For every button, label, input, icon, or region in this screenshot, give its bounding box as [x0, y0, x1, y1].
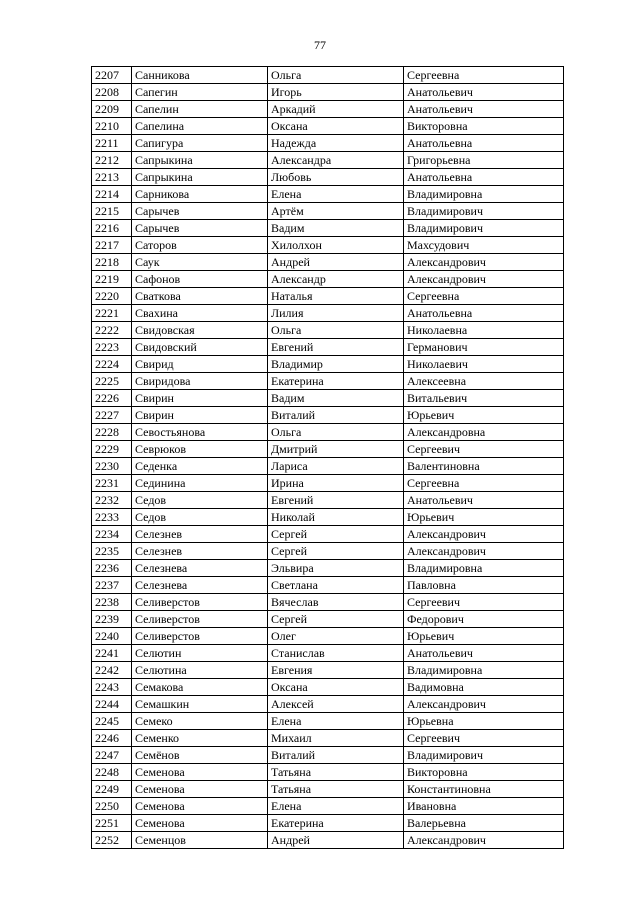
- last-name-cell: Семенова: [132, 815, 268, 832]
- row-number-cell: 2227: [92, 407, 132, 424]
- first-name-cell: Михаил: [268, 730, 404, 747]
- table-row: [92, 271, 564, 288]
- first-name-cell: Татьяна: [268, 781, 404, 798]
- table-row: [92, 254, 564, 271]
- row-number-cell: 2241: [92, 645, 132, 662]
- first-name-cell: Сергей: [268, 526, 404, 543]
- last-name-cell: Семенко: [132, 730, 268, 747]
- row-number-cell: 2226: [92, 390, 132, 407]
- row-number-cell: 2234: [92, 526, 132, 543]
- row-number-cell: 2237: [92, 577, 132, 594]
- row-number-cell: 2214: [92, 186, 132, 203]
- patronymic-cell: Анатольевич: [404, 492, 564, 509]
- table-row: [92, 645, 564, 662]
- last-name-cell: Свирин: [132, 390, 268, 407]
- table-row: [92, 203, 564, 220]
- patronymic-cell: Юрьевна: [404, 713, 564, 730]
- first-name-cell: Сергей: [268, 543, 404, 560]
- table-row: [92, 356, 564, 373]
- table-row: [92, 594, 564, 611]
- first-name-cell: Наталья: [268, 288, 404, 305]
- patronymic-cell: Германович: [404, 339, 564, 356]
- table-row: [92, 679, 564, 696]
- patronymic-cell: Владимирович: [404, 747, 564, 764]
- first-name-cell: Андрей: [268, 832, 404, 849]
- first-name-cell: Ольга: [268, 322, 404, 339]
- table-row: [92, 305, 564, 322]
- first-name-cell: Дмитрий: [268, 441, 404, 458]
- patronymic-cell: Сергеевич: [404, 594, 564, 611]
- patronymic-cell: Александрович: [404, 254, 564, 271]
- table-row: [92, 577, 564, 594]
- first-name-cell: Евгений: [268, 339, 404, 356]
- patronymic-cell: Вадимовна: [404, 679, 564, 696]
- row-number-cell: 2232: [92, 492, 132, 509]
- last-name-cell: Севрюков: [132, 441, 268, 458]
- table-row: [92, 424, 564, 441]
- row-number-cell: 2221: [92, 305, 132, 322]
- last-name-cell: Седов: [132, 509, 268, 526]
- first-name-cell: Александр: [268, 271, 404, 288]
- table-row: [92, 390, 564, 407]
- patronymic-cell: Сергеевна: [404, 475, 564, 492]
- first-name-cell: Александра: [268, 152, 404, 169]
- last-name-cell: Сапрыкина: [132, 152, 268, 169]
- last-name-cell: Свидовская: [132, 322, 268, 339]
- patronymic-cell: Ивановна: [404, 798, 564, 815]
- table-row: [92, 322, 564, 339]
- last-name-cell: Свахина: [132, 305, 268, 322]
- row-number-cell: 2240: [92, 628, 132, 645]
- first-name-cell: Станислав: [268, 645, 404, 662]
- table-row: [92, 713, 564, 730]
- first-name-cell: Андрей: [268, 254, 404, 271]
- table-row: [92, 832, 564, 849]
- last-name-cell: Селезнева: [132, 577, 268, 594]
- row-number-cell: 2207: [92, 67, 132, 84]
- patronymic-cell: Сергеевна: [404, 288, 564, 305]
- patronymic-cell: Валерьевна: [404, 815, 564, 832]
- first-name-cell: Любовь: [268, 169, 404, 186]
- row-number-cell: 2248: [92, 764, 132, 781]
- row-number-cell: 2245: [92, 713, 132, 730]
- page-number: 77: [314, 38, 326, 52]
- patronymic-cell: Анатольевна: [404, 305, 564, 322]
- patronymic-cell: Владимирович: [404, 220, 564, 237]
- last-name-cell: Сарычев: [132, 220, 268, 237]
- last-name-cell: Семенова: [132, 798, 268, 815]
- first-name-cell: Елена: [268, 798, 404, 815]
- patronymic-cell: Сергеевич: [404, 441, 564, 458]
- first-name-cell: Виталий: [268, 747, 404, 764]
- table-row: [92, 747, 564, 764]
- table-row: [92, 152, 564, 169]
- first-name-cell: Виталий: [268, 407, 404, 424]
- patronymic-cell: Николаевна: [404, 322, 564, 339]
- table-row: [92, 169, 564, 186]
- first-name-cell: Эльвира: [268, 560, 404, 577]
- first-name-cell: Артём: [268, 203, 404, 220]
- first-name-cell: Евгения: [268, 662, 404, 679]
- last-name-cell: Семенова: [132, 764, 268, 781]
- patronymic-cell: Юрьевич: [404, 509, 564, 526]
- patronymic-cell: Григорьевна: [404, 152, 564, 169]
- first-name-cell: Светлана: [268, 577, 404, 594]
- row-number-cell: 2217: [92, 237, 132, 254]
- last-name-cell: Селезнева: [132, 560, 268, 577]
- table-row: [92, 696, 564, 713]
- patronymic-cell: Владимировна: [404, 662, 564, 679]
- patronymic-cell: Николаевич: [404, 356, 564, 373]
- row-number-cell: 2235: [92, 543, 132, 560]
- row-number-cell: 2238: [92, 594, 132, 611]
- row-number-cell: 2219: [92, 271, 132, 288]
- row-number-cell: 2243: [92, 679, 132, 696]
- roster-body: [92, 67, 564, 849]
- row-number-cell: 2247: [92, 747, 132, 764]
- first-name-cell: Владимир: [268, 356, 404, 373]
- row-number-cell: 2223: [92, 339, 132, 356]
- table-row: [92, 611, 564, 628]
- patronymic-cell: Владимирович: [404, 203, 564, 220]
- first-name-cell: Ирина: [268, 475, 404, 492]
- last-name-cell: Севостьянова: [132, 424, 268, 441]
- last-name-cell: Селезнев: [132, 543, 268, 560]
- first-name-cell: Оксана: [268, 118, 404, 135]
- table-row: [92, 781, 564, 798]
- table-row: [92, 220, 564, 237]
- last-name-cell: Сарычев: [132, 203, 268, 220]
- row-number-cell: 2208: [92, 84, 132, 101]
- patronymic-cell: Анатольевна: [404, 135, 564, 152]
- table-row: [92, 288, 564, 305]
- row-number-cell: 2222: [92, 322, 132, 339]
- row-number-cell: 2251: [92, 815, 132, 832]
- row-number-cell: 2236: [92, 560, 132, 577]
- last-name-cell: Сединина: [132, 475, 268, 492]
- row-number-cell: 2220: [92, 288, 132, 305]
- table-row: [92, 101, 564, 118]
- patronymic-cell: Александрович: [404, 696, 564, 713]
- patronymic-cell: Сергеевич: [404, 730, 564, 747]
- first-name-cell: Вячеслав: [268, 594, 404, 611]
- row-number-cell: 2250: [92, 798, 132, 815]
- row-number-cell: 2211: [92, 135, 132, 152]
- patronymic-cell: Валентиновна: [404, 458, 564, 475]
- table-row: [92, 628, 564, 645]
- table-row: [92, 67, 564, 84]
- row-number-cell: 2252: [92, 832, 132, 849]
- row-number-cell: 2246: [92, 730, 132, 747]
- patronymic-cell: Махсудович: [404, 237, 564, 254]
- first-name-cell: Николай: [268, 509, 404, 526]
- last-name-cell: Семакова: [132, 679, 268, 696]
- first-name-cell: Елена: [268, 186, 404, 203]
- last-name-cell: Сапигура: [132, 135, 268, 152]
- last-name-cell: Сафонов: [132, 271, 268, 288]
- row-number-cell: 2216: [92, 220, 132, 237]
- last-name-cell: Санникова: [132, 67, 268, 84]
- last-name-cell: Семёнов: [132, 747, 268, 764]
- first-name-cell: Лилия: [268, 305, 404, 322]
- patronymic-cell: Федорович: [404, 611, 564, 628]
- last-name-cell: Селютина: [132, 662, 268, 679]
- last-name-cell: Селютин: [132, 645, 268, 662]
- first-name-cell: Вадим: [268, 390, 404, 407]
- patronymic-cell: Владимировна: [404, 186, 564, 203]
- first-name-cell: Елена: [268, 713, 404, 730]
- table-row: [92, 458, 564, 475]
- table-row: [92, 186, 564, 203]
- last-name-cell: Селиверстов: [132, 611, 268, 628]
- patronymic-cell: Анатольевич: [404, 645, 564, 662]
- row-number-cell: 2209: [92, 101, 132, 118]
- last-name-cell: Селезнев: [132, 526, 268, 543]
- table-row: [92, 560, 564, 577]
- row-number-cell: 2224: [92, 356, 132, 373]
- patronymic-cell: Викторовна: [404, 764, 564, 781]
- patronymic-cell: Сергеевна: [404, 67, 564, 84]
- roster-table: [91, 66, 564, 849]
- patronymic-cell: Анатольевич: [404, 84, 564, 101]
- table-row: [92, 118, 564, 135]
- row-number-cell: 2215: [92, 203, 132, 220]
- last-name-cell: Семенцов: [132, 832, 268, 849]
- first-name-cell: Ольга: [268, 424, 404, 441]
- last-name-cell: Селиверстов: [132, 594, 268, 611]
- row-number-cell: 2231: [92, 475, 132, 492]
- patronymic-cell: Витальевич: [404, 390, 564, 407]
- row-number-cell: 2244: [92, 696, 132, 713]
- first-name-cell: Татьяна: [268, 764, 404, 781]
- last-name-cell: Сапелин: [132, 101, 268, 118]
- table-row: [92, 764, 564, 781]
- last-name-cell: Саторов: [132, 237, 268, 254]
- last-name-cell: Сапелина: [132, 118, 268, 135]
- patronymic-cell: Александрович: [404, 271, 564, 288]
- row-number-cell: 2230: [92, 458, 132, 475]
- row-number-cell: 2218: [92, 254, 132, 271]
- row-number-cell: 2229: [92, 441, 132, 458]
- first-name-cell: Аркадий: [268, 101, 404, 118]
- last-name-cell: Семенова: [132, 781, 268, 798]
- patronymic-cell: Викторовна: [404, 118, 564, 135]
- first-name-cell: Вадим: [268, 220, 404, 237]
- first-name-cell: Ольга: [268, 67, 404, 84]
- patronymic-cell: Владимировна: [404, 560, 564, 577]
- table-row: [92, 509, 564, 526]
- patronymic-cell: Александрович: [404, 832, 564, 849]
- table-row: [92, 543, 564, 560]
- row-number-cell: 2213: [92, 169, 132, 186]
- first-name-cell: Алексей: [268, 696, 404, 713]
- patronymic-cell: Анатольевна: [404, 169, 564, 186]
- first-name-cell: Оксана: [268, 679, 404, 696]
- table-row: [92, 441, 564, 458]
- first-name-cell: Хилолхон: [268, 237, 404, 254]
- last-name-cell: Свирин: [132, 407, 268, 424]
- last-name-cell: Сарникова: [132, 186, 268, 203]
- row-number-cell: 2210: [92, 118, 132, 135]
- patronymic-cell: Александровна: [404, 424, 564, 441]
- table-row: [92, 798, 564, 815]
- table-row: [92, 492, 564, 509]
- row-number-cell: 2239: [92, 611, 132, 628]
- table-row: [92, 662, 564, 679]
- row-number-cell: 2228: [92, 424, 132, 441]
- table-row: [92, 815, 564, 832]
- patronymic-cell: Павловна: [404, 577, 564, 594]
- last-name-cell: Свирид: [132, 356, 268, 373]
- last-name-cell: Селиверстов: [132, 628, 268, 645]
- last-name-cell: Свиридова: [132, 373, 268, 390]
- row-number-cell: 2212: [92, 152, 132, 169]
- last-name-cell: Семеко: [132, 713, 268, 730]
- table-row: [92, 339, 564, 356]
- last-name-cell: Свидовский: [132, 339, 268, 356]
- last-name-cell: Седов: [132, 492, 268, 509]
- first-name-cell: Сергей: [268, 611, 404, 628]
- table-row: [92, 373, 564, 390]
- patronymic-cell: Юрьевич: [404, 628, 564, 645]
- table-row: [92, 237, 564, 254]
- first-name-cell: Евгений: [268, 492, 404, 509]
- first-name-cell: Екатерина: [268, 373, 404, 390]
- row-number-cell: 2225: [92, 373, 132, 390]
- first-name-cell: Екатерина: [268, 815, 404, 832]
- last-name-cell: Сапрыкина: [132, 169, 268, 186]
- first-name-cell: Игорь: [268, 84, 404, 101]
- table-row: [92, 84, 564, 101]
- row-number-cell: 2242: [92, 662, 132, 679]
- last-name-cell: Саук: [132, 254, 268, 271]
- patronymic-cell: Анатольевич: [404, 101, 564, 118]
- table-row: [92, 526, 564, 543]
- last-name-cell: Сапегин: [132, 84, 268, 101]
- first-name-cell: Олег: [268, 628, 404, 645]
- first-name-cell: Лариса: [268, 458, 404, 475]
- patronymic-cell: Константиновна: [404, 781, 564, 798]
- patronymic-cell: Александрович: [404, 543, 564, 560]
- table-row: [92, 730, 564, 747]
- table-row: [92, 475, 564, 492]
- patronymic-cell: Александрович: [404, 526, 564, 543]
- last-name-cell: Семашкин: [132, 696, 268, 713]
- row-number-cell: 2233: [92, 509, 132, 526]
- table-row: [92, 407, 564, 424]
- patronymic-cell: Юрьевич: [404, 407, 564, 424]
- first-name-cell: Надежда: [268, 135, 404, 152]
- row-number-cell: 2249: [92, 781, 132, 798]
- last-name-cell: Сваткова: [132, 288, 268, 305]
- last-name-cell: Седенка: [132, 458, 268, 475]
- table-row: [92, 135, 564, 152]
- patronymic-cell: Алексеевна: [404, 373, 564, 390]
